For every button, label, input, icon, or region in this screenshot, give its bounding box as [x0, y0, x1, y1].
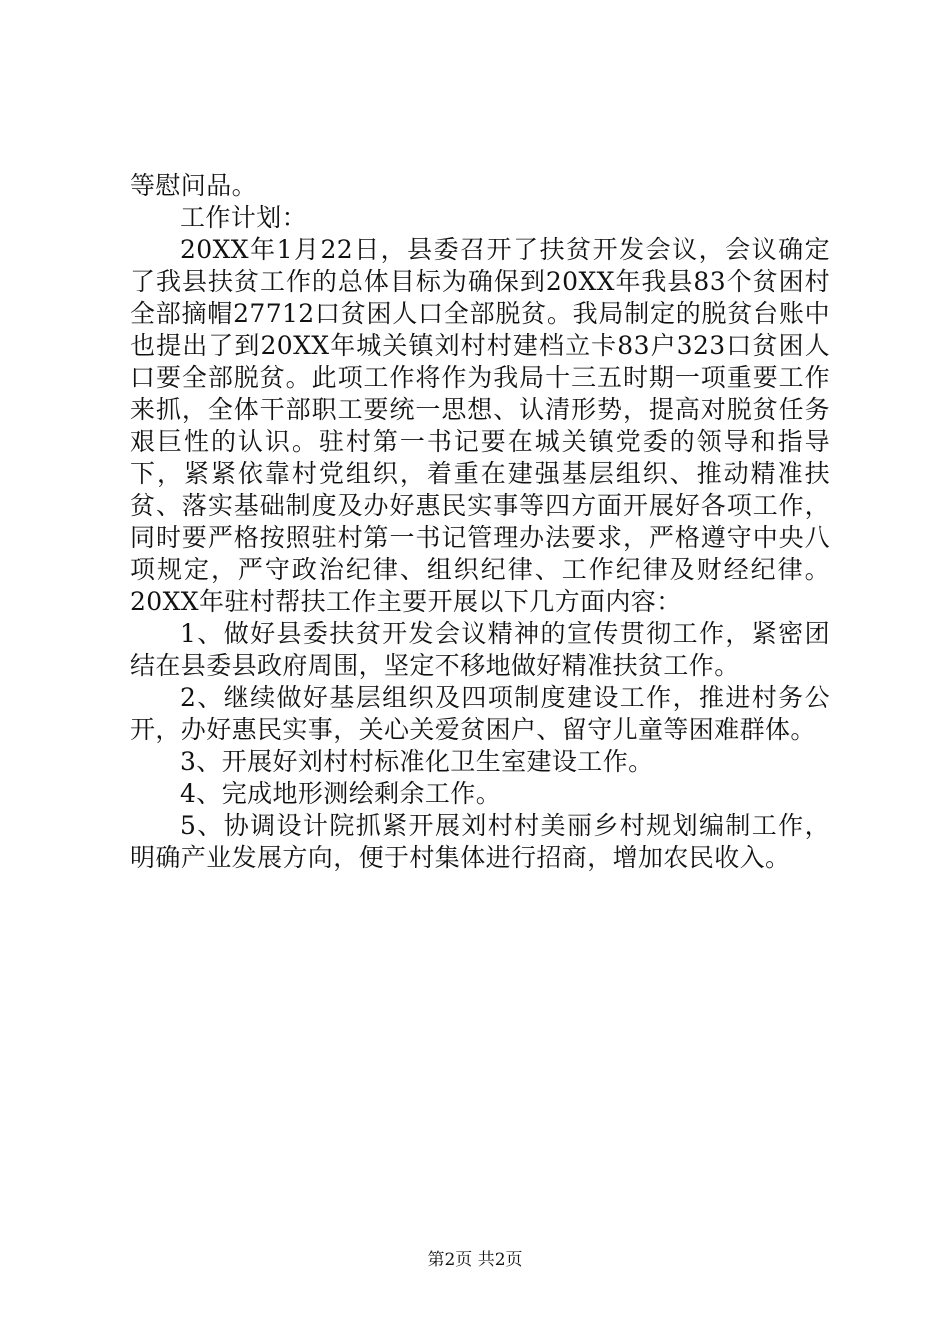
paragraph-item-1: 1、做好县委扶贫开发会议精神的宣传贯彻工作，紧密团结在县委县政府周围，坚定不移地做好精准扶贫工作。 [130, 619, 830, 680]
paragraph-plan-overview: 20XX年1月22日，县委召开了扶贫开发会议，会议确定了我县扶贫工作的总体目标为确保到20XX年我县83个贫困村全部摘帽27712口贫困人口全部脱贫。我局制定的脱贫台账中也提出了到20XX年城关镇刘村村建档立卡83户323口贫困人口要全部脱贫。此项工作将作为我局十三五时期一项重要工作来抓，全体干部职工要统一思想、认清形势，提高对脱贫任务艰巨性的认识。驻村第一书记要在城关镇党委的领导和指导下，紧紧依靠村党组织，着重在建强基层组织、推动精准扶贫、落实基础制度及办好惠民实事等四方面开展好各项工作，同时要严格按照驻村第一书记管理办法要求，严格遵守中央八项规定，严守政治纪律、组织纪律、工作纪律及财经纪律。20XX年驻村帮扶工作主要开展以下几方面内容： [130, 235, 830, 616]
paragraph-plan-heading: 工作计划： [180, 203, 308, 232]
paragraph-item-5: 5、协调设计院抓紧开展刘村村美丽乡村规划编制工作，明确产业发展方向，便于村集体进行招商，增加农民收入。 [130, 811, 830, 872]
paragraph-closing-fragment: 等慰问品。 [130, 171, 258, 200]
document-body [130, 170, 830, 874]
paragraph-item-4: 4、完成地形测绘剩余工作。 [180, 779, 502, 808]
paragraph-item-3: 3、开展好刘村村标准化卫生室建设工作。 [180, 747, 654, 776]
paragraph-item-2: 2、继续做好基层组织及四项制度建设工作，推进村务公开，办好惠民实事，关心关爱贫困户、留守儿童等困难群体。 [130, 683, 830, 744]
page-footer: 第2页 共2页 [427, 1250, 523, 1270]
